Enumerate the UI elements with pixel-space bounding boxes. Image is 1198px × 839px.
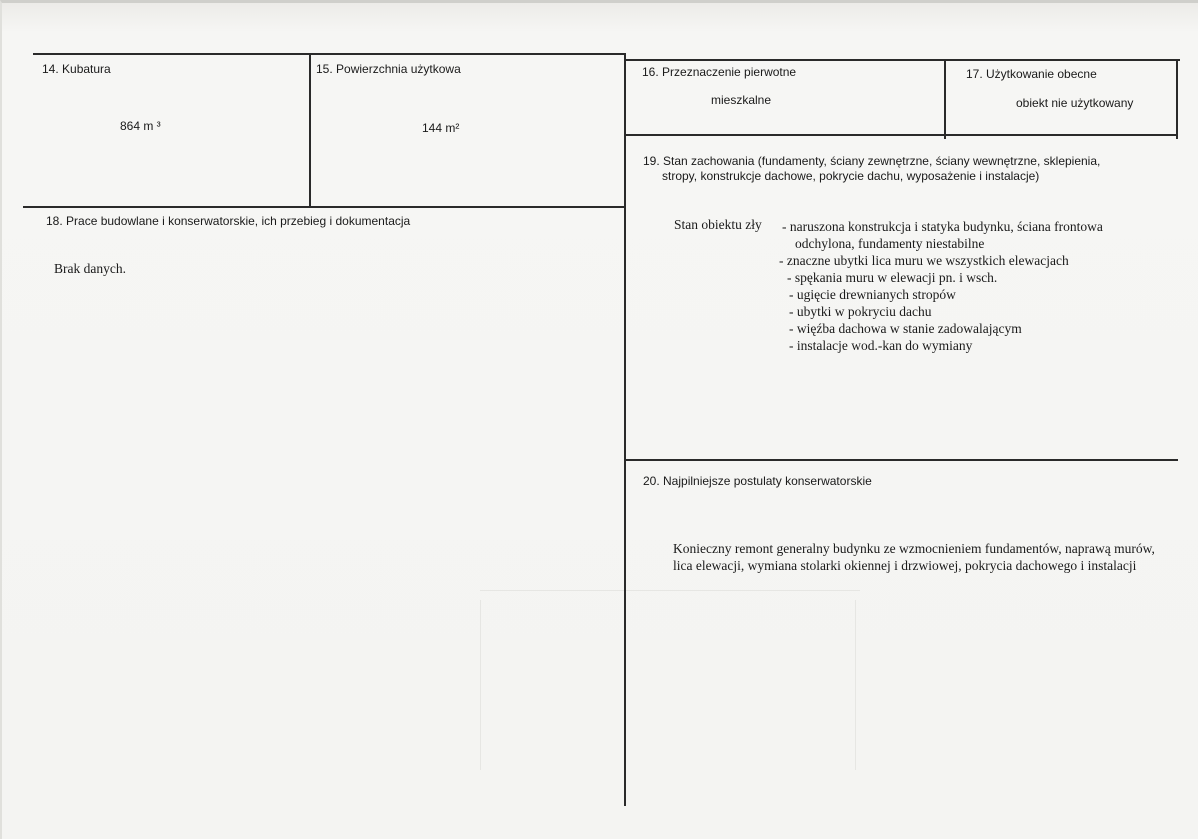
- show-through-line: [855, 600, 856, 770]
- form-rule: [624, 53, 626, 806]
- powierzchnia-value: 144 m²: [422, 121, 460, 135]
- stan-item: - ugięcie drewnianych stropów: [789, 287, 956, 302]
- show-through-line: [480, 590, 860, 591]
- stan-item: - ubytki w pokryciu dachu: [789, 304, 932, 319]
- form-rule: [625, 459, 1178, 461]
- uzytkowanie-value: obiekt nie użytkowany: [1016, 96, 1134, 110]
- stan-item: odchylona, fundamenty niestabilne: [795, 236, 985, 251]
- uzytkowanie-label: 17. Użytkowanie obecne: [966, 67, 1097, 81]
- stan-item: - spękania muru w elewacji pn. i wsch.: [787, 270, 998, 285]
- form-rule: [23, 206, 626, 208]
- stan-item: - naruszona konstrukcja i statyka budynku, ściana frontowa: [782, 219, 1103, 234]
- powierzchnia-label: 15. Powierzchnia użytkowa: [316, 62, 461, 76]
- stan-label-line2: stropy, konstrukcje dachowe, pokrycie dachu, wyposażenie i instalacje): [662, 169, 1040, 183]
- stan-item: - znaczne ubytki lica muru we wszystkich elewacjach: [779, 253, 1069, 268]
- postulaty-label: 20. Najpilniejsze postulaty konserwatorskie: [643, 474, 872, 488]
- stan-item: - instalacje wod.-kan do wymiany: [789, 338, 973, 353]
- form-rule: [309, 53, 311, 208]
- stan-status: Stan obiektu zły: [674, 217, 762, 232]
- form-rule: [626, 134, 1178, 136]
- form-rule: [944, 59, 946, 139]
- show-through-line: [480, 600, 481, 770]
- postulaty-text-line2: lica elewacji, wymiana stolarki okiennej i drzwiowej, pokrycia dachowego i instalacji: [673, 558, 1137, 573]
- kubatura-label: 14. Kubatura: [42, 62, 111, 76]
- stan-label-line1: 19. Stan zachowania (fundamenty, ściany zewnętrzne, ściany wewnętrzne, sklepienia,: [643, 154, 1101, 168]
- prace-label: 18. Prace budowlane i konserwatorskie, ich przebieg i dokumentacja: [46, 214, 411, 228]
- kubatura-value: 864 m ³: [120, 119, 161, 133]
- prace-value: Brak danych.: [54, 261, 126, 276]
- form-rule: [33, 53, 625, 55]
- przeznaczenie-value: mieszkalne: [711, 93, 772, 107]
- postulaty-text-line1: Konieczny remont generalny budynku ze wzmocnieniem fundamentów, naprawą murów,: [673, 541, 1155, 556]
- form-rule: [1176, 59, 1178, 139]
- przeznaczenie-label: 16. Przeznaczenie pierwotne: [642, 65, 797, 79]
- form-rule: [625, 59, 1180, 61]
- stan-item: - więźba dachowa w stanie zadowalającym: [789, 321, 1022, 336]
- stan-items-list: [779, 218, 1103, 354]
